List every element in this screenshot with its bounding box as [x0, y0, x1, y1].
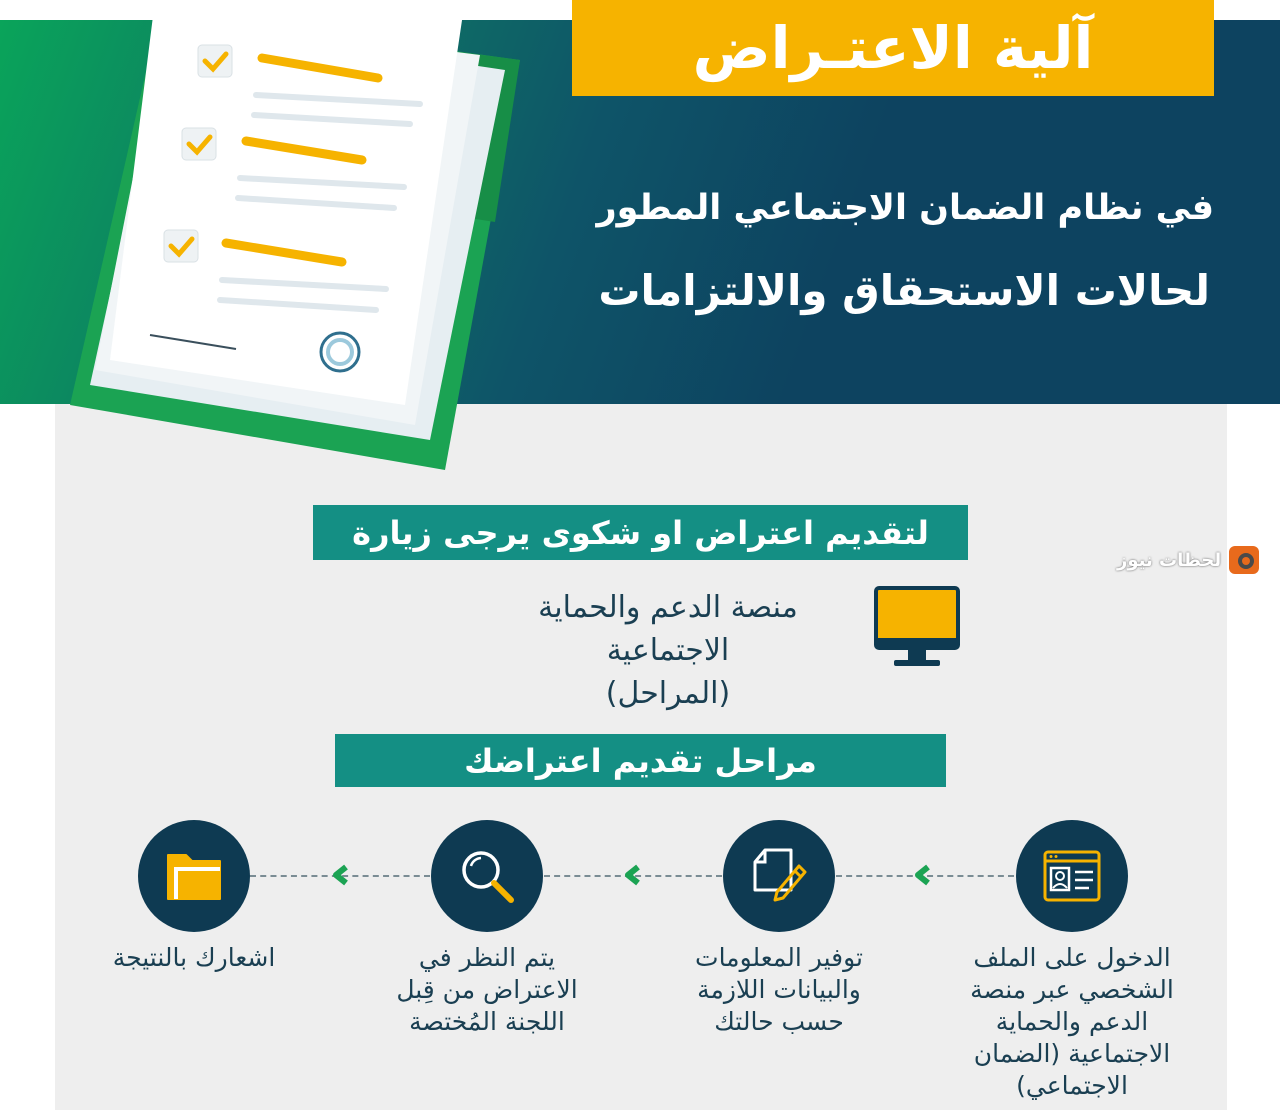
magnifier-icon — [457, 846, 517, 906]
chevron-left-icon — [330, 864, 352, 886]
step-4-label: اشعارك بالنتيجة — [112, 943, 276, 972]
checkbox-icon — [164, 230, 198, 262]
subtitle-line-1: في نظام الضمان الاجتماعي المطور — [596, 188, 1214, 228]
visit-heading: لتقديم اعتراض او شكوى يرجى زيارة — [352, 513, 929, 552]
monitor-icon — [874, 586, 960, 670]
profile-card-icon — [1043, 850, 1101, 902]
page-title: آلية الاعتـراض — [692, 14, 1094, 82]
platform-name — [488, 586, 848, 715]
step-3-label: يتم النظر في الاعتراض من قِبل اللجنة المُختصة — [396, 943, 578, 1036]
platform-line-1: منصة الدعم والحماية الاجتماعية — [538, 590, 798, 668]
checkbox-icon — [182, 128, 216, 160]
step-4-circle — [138, 820, 250, 932]
visit-heading-bar — [313, 505, 968, 560]
folder-icon — [164, 849, 224, 903]
step-2-circle — [723, 820, 835, 932]
watermark-logo-icon — [1227, 542, 1263, 578]
stamp-icon — [321, 333, 359, 371]
checkbox-icon — [198, 45, 232, 77]
steps-heading-bar — [335, 734, 946, 787]
step-1-label: الدخول على الملف الشخصي عبر منصة الدعم والحماية الاجتماعية (الضمان الاجتماعي) — [970, 943, 1174, 1100]
clipboard-document-illustration — [50, 0, 570, 480]
document-edit-icon — [751, 846, 807, 906]
step-1-circle — [1016, 820, 1128, 932]
step-3-circle — [431, 820, 543, 932]
platform-line-2: (المراحل) — [605, 676, 731, 711]
title-box — [572, 0, 1214, 96]
subtitle-line-2: لحالات الاستحقاق والالتزامات — [598, 266, 1210, 315]
watermark-text: لحظات نيوز — [1117, 549, 1222, 571]
steps-heading: مراحل تقديم اعتراضك — [464, 741, 817, 780]
chevron-left-icon — [912, 864, 934, 886]
chevron-left-icon — [622, 864, 644, 886]
watermark — [1117, 540, 1277, 580]
step-2-label: توفير المعلومات والبيانات اللازمة حسب حالتك — [695, 943, 863, 1036]
